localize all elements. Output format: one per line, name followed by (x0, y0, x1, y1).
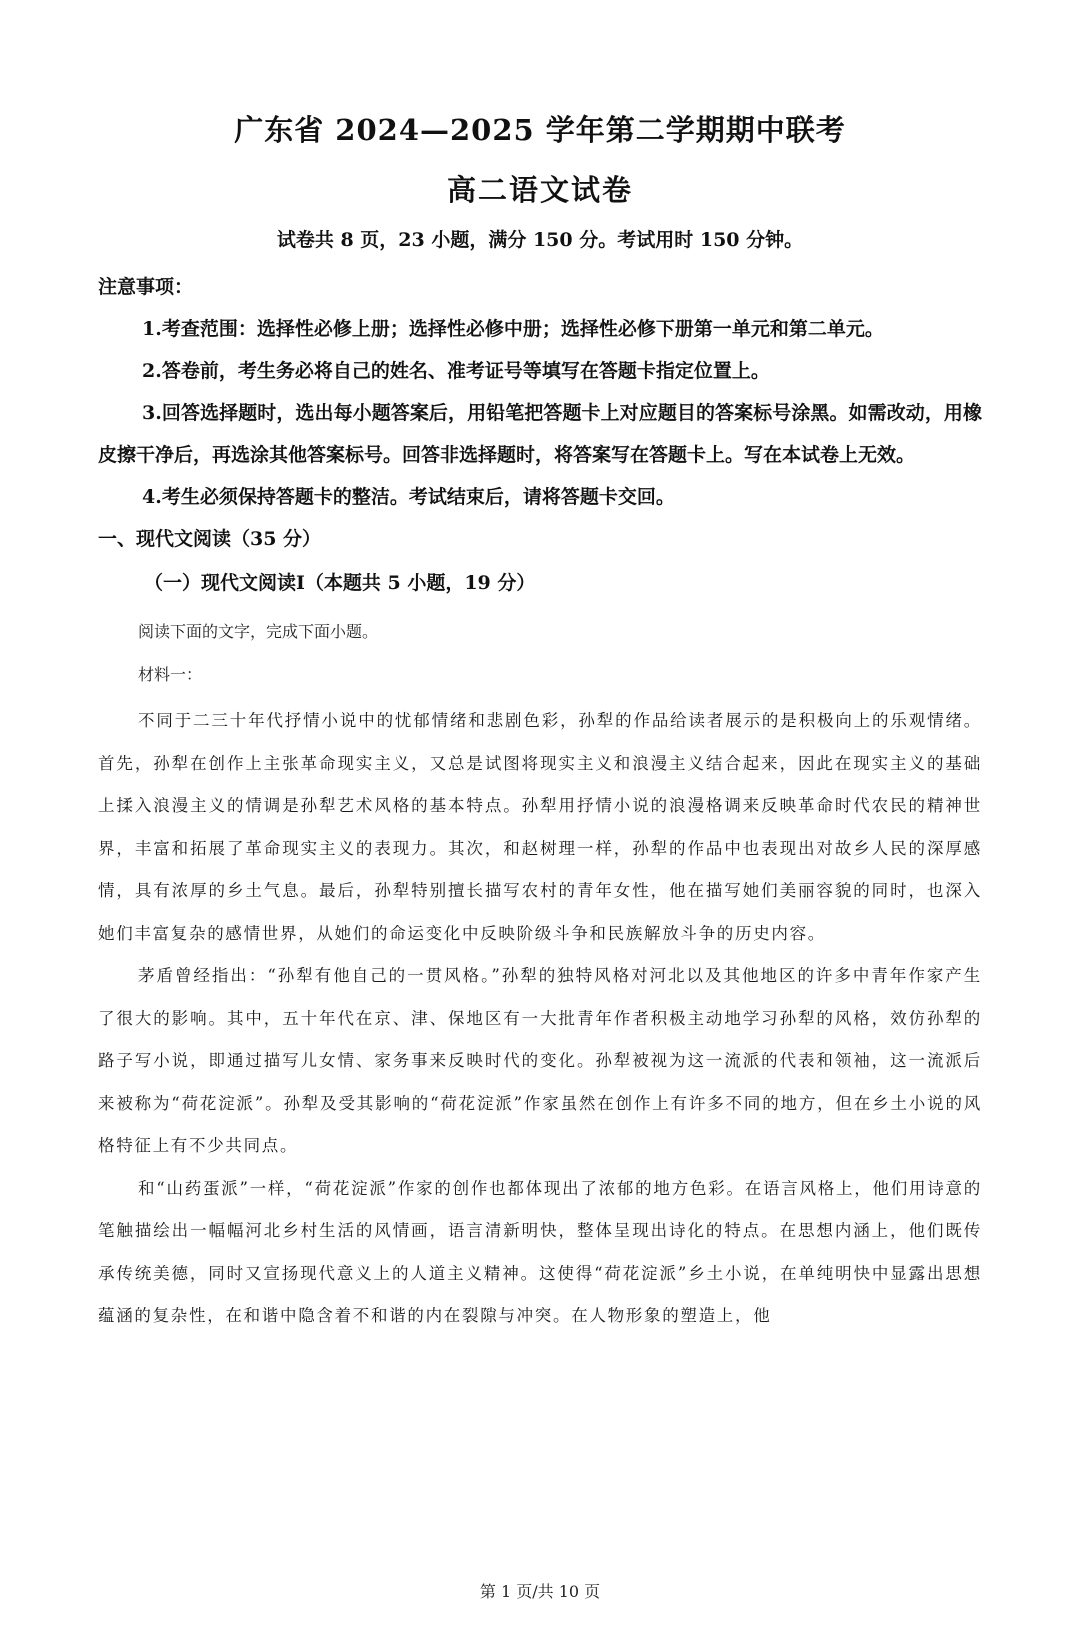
notice-item: 1.考查范围：选择性必修上册；选择性必修中册；选择性必修下册第一单元和第二单元。 (142, 318, 884, 340)
material-paragraph: 和“山药蛋派”一样，“荷花淀派”作家的创作也都体现出了浓郁的地方色彩。在语言风格上，他们用诗意的笔触描绘出一幅幅河北乡村生活的风情画，语言清新明快，整体呈现出诗化的特点。在思想内涵上，他们既传承传统美德，同时又宣扬现代意义上的人道主义精神。这使得“荷花淀派”乡土小说，在单纯明快中显露出思想蕴涵的复杂性，在和谐中隐含着不和谐的内在裂隙与冲突。在人物形象的塑造上，他 (98, 1178, 982, 1325)
notice-item: 3.回答选择题时，选出每小题答案后，用铅笔把答题卡上对应题目的答案标号涂黑。如需改动，用橡皮擦干净后，再选涂其他答案标号。回答非选择题时，将答案写在答题卡上。写在本试卷上无效。 (98, 402, 982, 466)
exam-title: 广东省 2024—2025 学年第二学期期中联考 (234, 113, 846, 147)
material-paragraph: 不同于二三十年代抒情小说中的忧郁情绪和悲剧色彩，孙犁的作品给读者展示的是积极向上的乐观情绪。首先，孙犁在创作上主张革命现实主义，又总是试图将现实主义和浪漫主义结合起来，因此在现实主义的基础上揉入浪漫主义的情调是孙犁艺术风格的基本特点。孙犁用抒情小说的浪漫格调来反映革命时代农民的精神世界，丰富和拓展了革命现实主义的表现力。其次，和赵树理一样，孙犁的作品中也表现出对故乡人民的深厚感情，具有浓厚的乡土气息。最后，孙犁特别擅长描写农村的青年女性，他在描写她们美丽容貌的同时，也深入她们丰富复杂的感情世界，从她们的命运变化中反映阶级斗争和民族解放斗争的历史内容。 (98, 711, 982, 943)
exam-page (0, 110, 1080, 1637)
material-paragraph: 茅盾曾经指出：“孙犁有他自己的一贯风格。”孙犁的独特风格对河北以及其他地区的许多中青年作家产生了很大的影响。其中，五十年代在京、津、保地区有一大批青年作者积极主动地学习孙犁的风格，效仿孙犁的路子写小说，即通过描写儿女情、家务事来反映时代的变化。孙犁被视为这一流派的代表和领袖，这一流派后来被称为“荷花淀派”。孙犁及受其影响的“荷花淀派”作家虽然在创作上有许多不同的地方，但在乡土小说的风格特征上有不少共同点。 (98, 966, 982, 1155)
subsection-heading: （一）现代文阅读Ⅰ（本题共 5 小题，19 分） (144, 572, 536, 594)
notice-list (98, 308, 982, 518)
page-number: 第 1 页/共 10 页 (479, 1582, 601, 1601)
notice-heading: 注意事项： (98, 276, 194, 298)
notice-item: 4.考生必须保持答题卡的整洁。考试结束后，请将答题卡交回。 (142, 486, 675, 508)
section-heading: 一、现代文阅读（35 分） (98, 528, 322, 550)
material-label: 材料一： (138, 665, 203, 684)
reading-instruction: 阅读下面的文字，完成下面小题。 (138, 622, 379, 641)
notice-item: 2.答卷前，考生务必将自己的姓名、准考证号等填写在答题卡指定位置上。 (142, 360, 770, 382)
exam-info: 试卷共 8 页，23 小题，满分 150 分。考试用时 150 分钟。 (276, 229, 804, 251)
exam-subtitle: 高二语文试卷 (446, 173, 633, 207)
